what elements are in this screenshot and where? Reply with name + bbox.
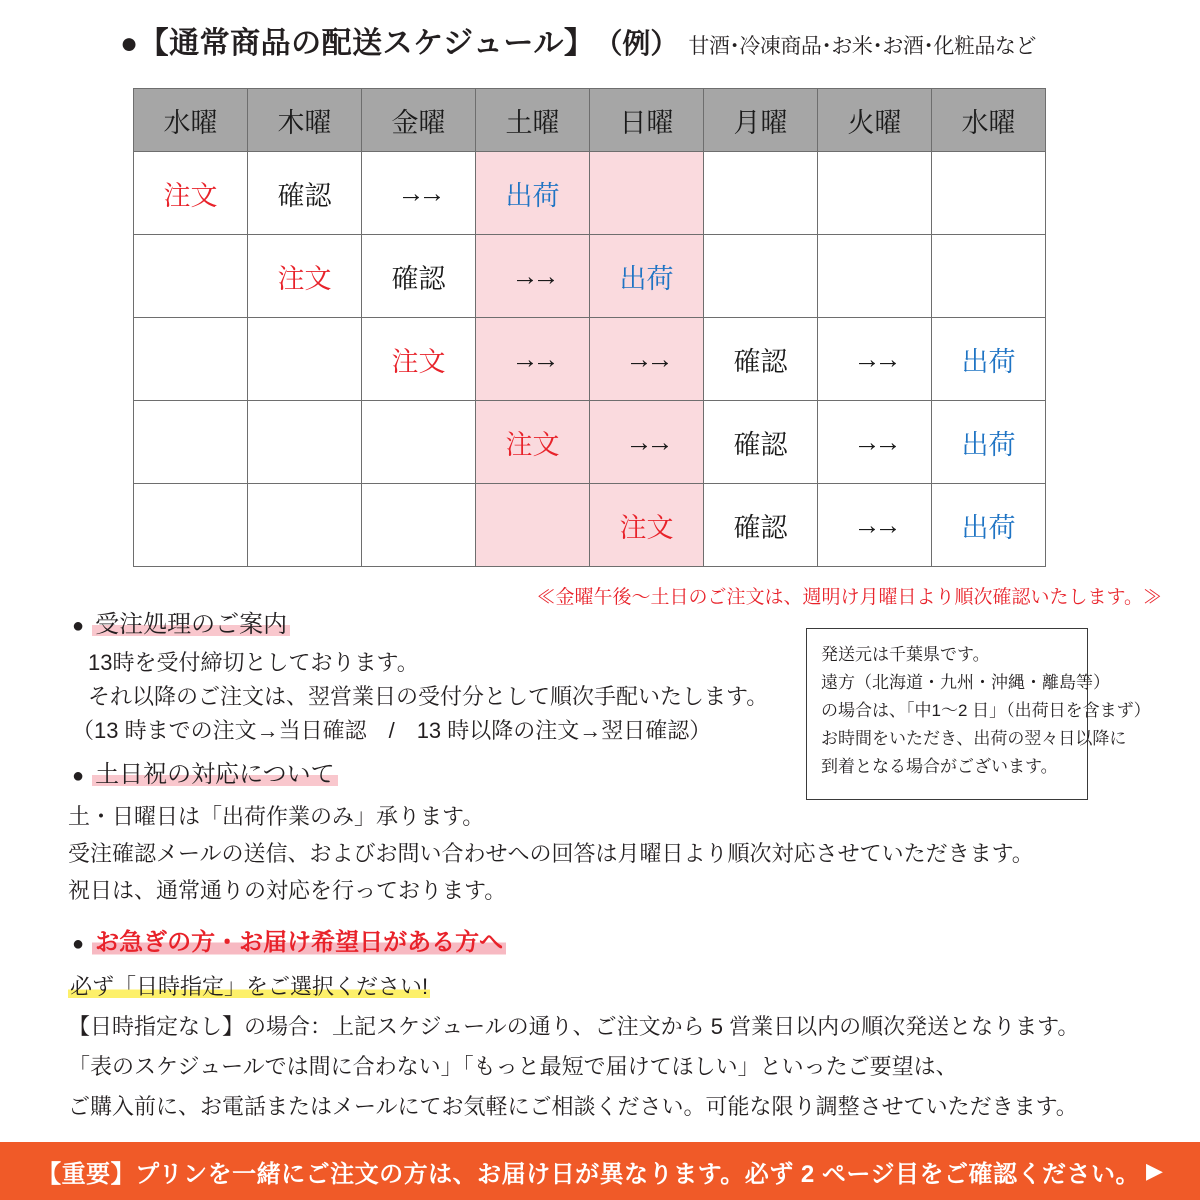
body-text: 【日時指定なし】の場合：上記スケジュールの通り、ご注文から 5 営業日以内の順次発送となります。 [68, 1014, 1080, 1039]
body-text: 「表のスケジュールでは間に合わない」「もっと最短で届けてほしい」といったご要望は、 [68, 1054, 958, 1079]
bullet-icon: ● [72, 765, 85, 787]
table-header-cell: 金曜 [362, 89, 476, 152]
important-banner [0, 1142, 1200, 1200]
table-row [134, 235, 1046, 318]
table-row [134, 152, 1046, 235]
body-text: 祝日は、通常通りの対応を行っております。 [68, 878, 507, 903]
table-row [134, 484, 1046, 567]
section-heading-label: 受注処理のご案内 [92, 611, 290, 638]
table-cell [248, 401, 362, 484]
page-title-sub: 甘酒･冷凍商品･お米･お酒･化粧品など [688, 35, 1036, 58]
table-header-cell: 土曜 [476, 89, 590, 152]
table-cell [818, 235, 932, 318]
info-box-line: 到着となる場合がございます。 [821, 757, 1058, 776]
table-cell [134, 318, 248, 401]
page-title [120, 18, 1036, 62]
table-cell: →→ [476, 318, 590, 401]
table-cell [134, 401, 248, 484]
table-cell: 出荷 [932, 401, 1046, 484]
section-heading-label: お急ぎの方・お届け希望日がある方へ [92, 929, 506, 956]
bullet-icon: ● [72, 933, 85, 955]
table-header-cell: 日曜 [590, 89, 704, 152]
table-cell: 出荷 [590, 235, 704, 318]
body-text: 受注確認メールの送信、およびお問い合わせへの回答は月曜日より順次対応させていただきます。 [68, 841, 1034, 866]
table-row [134, 318, 1046, 401]
section-heading-label: 土日祝の対応について [92, 761, 338, 788]
table-cell: 出荷 [932, 318, 1046, 401]
bullet-icon: ● [72, 615, 85, 637]
table-cell: 注文 [590, 484, 704, 567]
shipping-origin-info-box [806, 628, 1151, 800]
table-cell: 確認 [248, 152, 362, 235]
table-header-cell: 木曜 [248, 89, 362, 152]
table-cell: 確認 [704, 484, 818, 567]
table-header-cell: 水曜 [134, 89, 248, 152]
info-box-line: 遠方（北海道・九州・沖縄・離島等） [821, 673, 1110, 692]
table-cell [704, 235, 818, 318]
table-cell: →→ [362, 152, 476, 235]
delivery-schedule-table [133, 88, 1046, 567]
table-cell: →→ [476, 235, 590, 318]
table-cell: 注文 [134, 152, 248, 235]
table-footnote: ≪金曜午後～土日のご注文は、週明け月曜日より順次確認いたします。≫ [536, 587, 1162, 608]
section-heading-order-processing [72, 604, 290, 639]
body-text: 土・日曜日は「出荷作業のみ」承ります。 [68, 804, 485, 829]
info-box-line: の場合は、「中1～2 日」（出荷日を含まず） [821, 701, 1151, 720]
table-cell [818, 152, 932, 235]
table-cell: 確認 [362, 235, 476, 318]
table-cell: 注文 [248, 235, 362, 318]
triangle-right-icon: ▶ [1145, 1158, 1163, 1183]
table-row [134, 401, 1046, 484]
table-cell: 注文 [476, 401, 590, 484]
section-heading-weekend-holiday [72, 754, 338, 789]
body-text: それ以降のご注文は、翌営業日の受付分として順次手配いたします。 [88, 684, 769, 709]
datetime-specify-note: 必ず「日時指定」をご選択ください! [70, 974, 429, 999]
section-heading-urgent [72, 922, 506, 957]
table-cell: →→ [818, 401, 932, 484]
info-box-line: お時間をいただき、出荷の翌々日以降に [821, 729, 1127, 748]
table-cell: 確認 [704, 401, 818, 484]
table-cell [134, 235, 248, 318]
table-cell: 注文 [362, 318, 476, 401]
table-cell [248, 484, 362, 567]
body-text: 13時を受付締切としております。 [88, 650, 419, 675]
page-title-example: （例） [594, 28, 679, 59]
body-text: ご購入前に、お電話またはメールにてお気軽にご相談ください。可能な限り調整させていただきます。 [68, 1094, 1078, 1119]
info-box-line: 発送元は千葉県です。 [821, 645, 990, 664]
table-cell: 出荷 [476, 152, 590, 235]
page-title-main: ●【通常商品の配送スケジュール】 [120, 27, 595, 60]
table-cell [362, 484, 476, 567]
table-header-cell: 火曜 [818, 89, 932, 152]
table-cell [932, 152, 1046, 235]
table-cell: 確認 [704, 318, 818, 401]
table-cell: →→ [818, 484, 932, 567]
table-header-cell: 月曜 [704, 89, 818, 152]
table-cell: →→ [590, 318, 704, 401]
table-header-row [134, 89, 1046, 152]
body-text: （13 時までの注文→当日確認 / 13 時以降の注文→翌日確認） [72, 718, 712, 743]
table-cell: →→ [818, 318, 932, 401]
table-cell: 出荷 [932, 484, 1046, 567]
important-banner-text: 【重要】プリンを一緒にご注文の方は、お届け日が異なります。必ず 2 ページ目をご確認ください。 [37, 1160, 1140, 1188]
table-cell: →→ [590, 401, 704, 484]
table-cell [134, 484, 248, 567]
table-cell [362, 401, 476, 484]
table-cell [476, 484, 590, 567]
body-text-highlight [68, 970, 430, 1001]
table-header-cell: 水曜 [932, 89, 1046, 152]
table-cell [248, 318, 362, 401]
table-cell [704, 152, 818, 235]
table-cell [590, 152, 704, 235]
table-cell [932, 235, 1046, 318]
